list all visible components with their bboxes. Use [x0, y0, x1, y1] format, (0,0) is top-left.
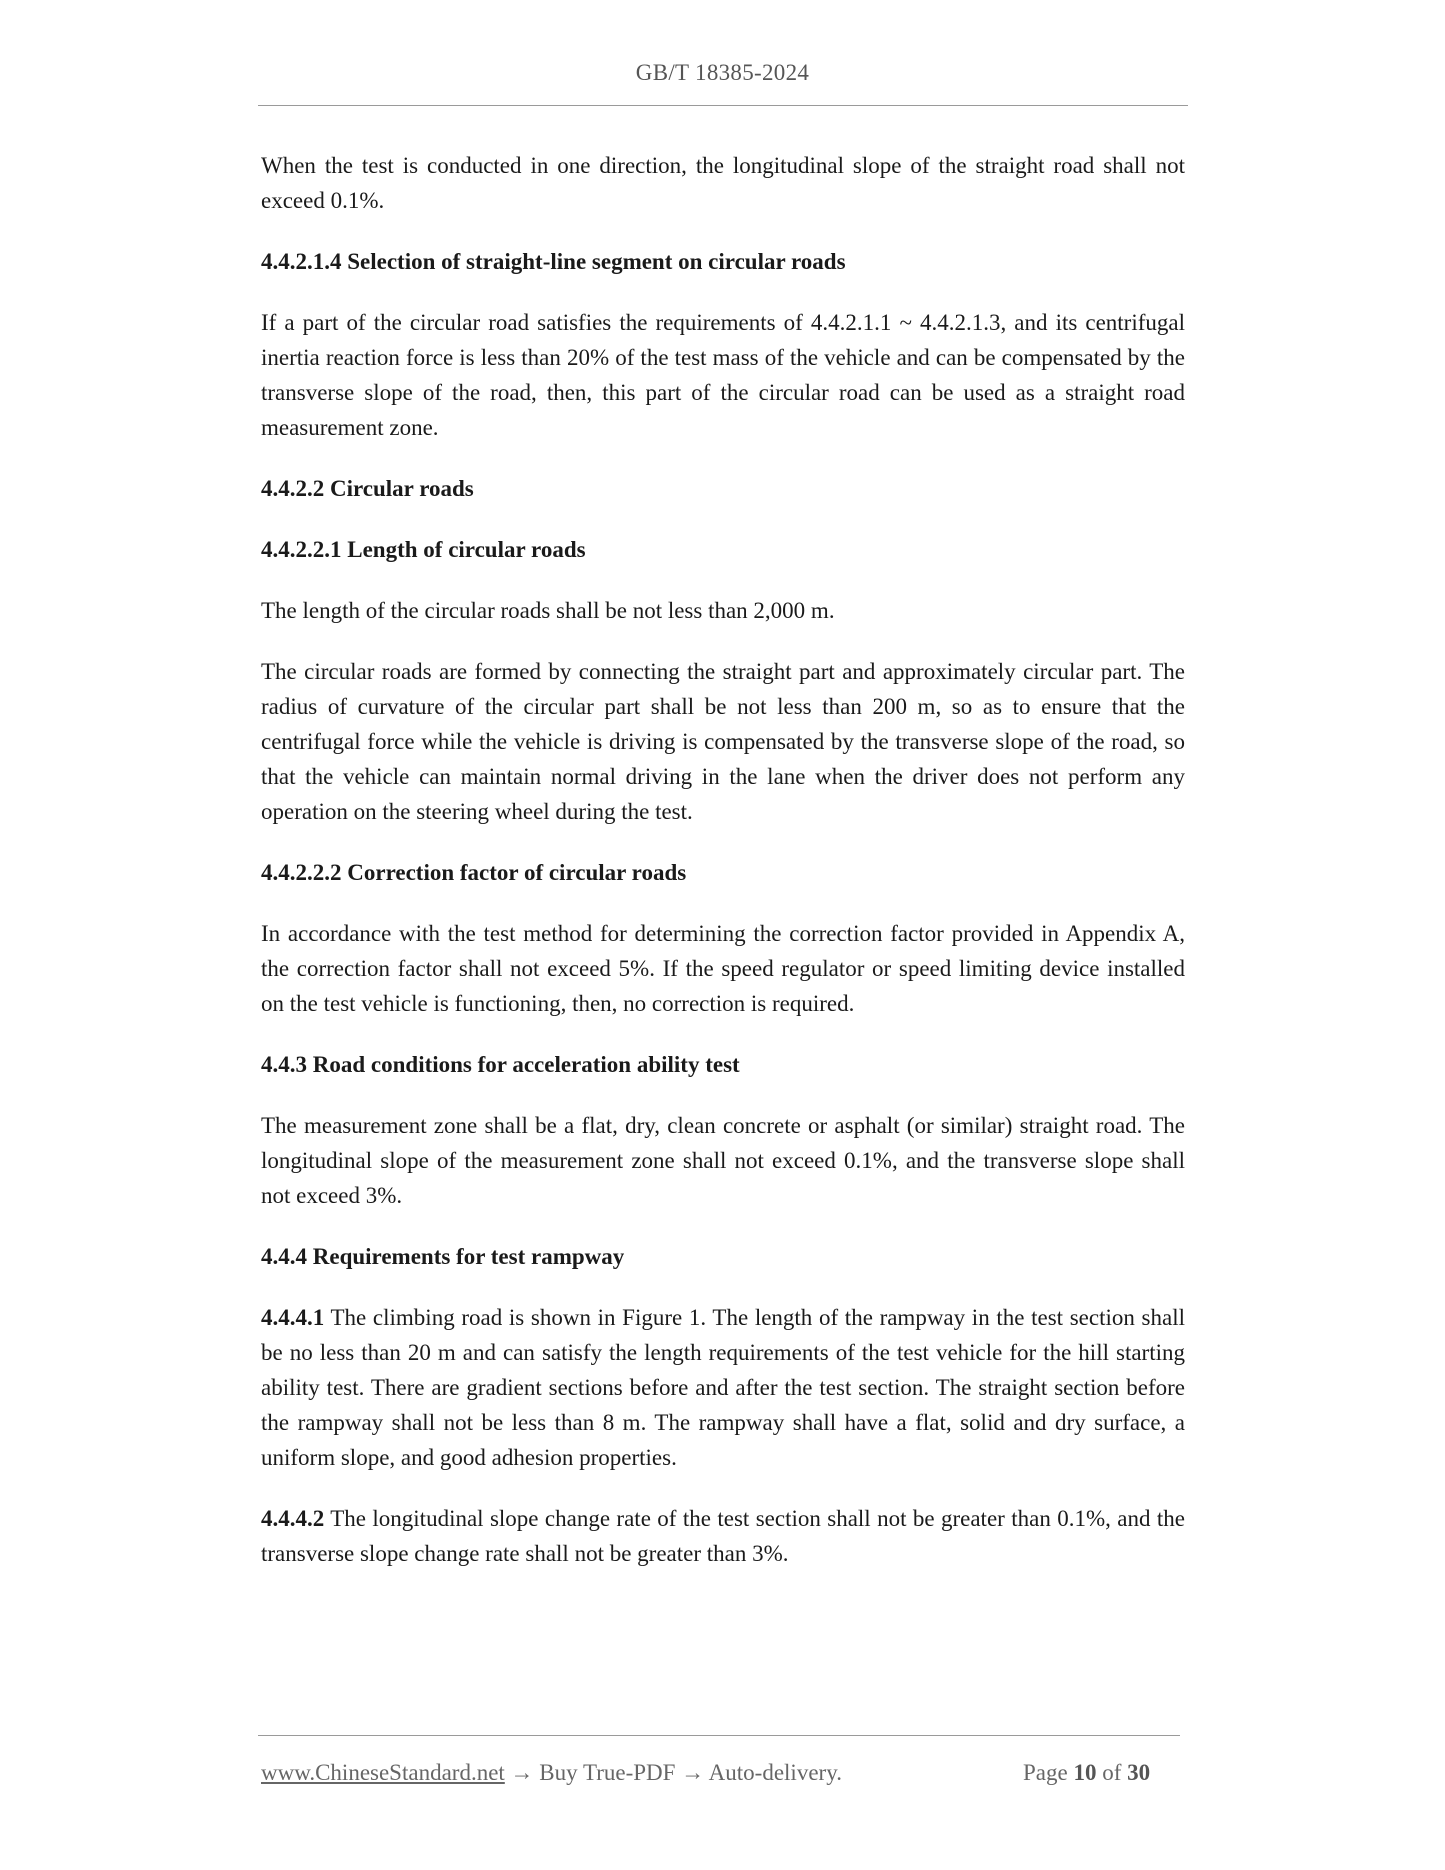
clause-number: 4.4.4.1 [261, 1305, 325, 1330]
clause-4-4-4-1 [261, 1300, 1185, 1475]
clause-4-4-4-2 [261, 1501, 1185, 1571]
website-link[interactable]: www.ChineseStandard.net [261, 1760, 505, 1785]
paragraph: The length of the circular roads shall be not less than 2,000 m. [261, 598, 835, 623]
page-label: Page [1023, 1760, 1074, 1785]
section-heading-4-4-2-2: 4.4.2.2 Circular roads [261, 476, 474, 501]
paragraph: In accordance with the test method for determining the correction factor provided in Appendix A, the correction factor shall not exceed 5%. If the speed regulator or speed limiting device installed on the test vehicle is functioning, then, no correction is required. [261, 921, 1185, 1016]
arrow-icon: → [504, 1760, 540, 1785]
arrow-icon: → [675, 1760, 709, 1785]
footer-links [261, 1757, 842, 1789]
clause-text: The climbing road is shown in Figure 1. The length of the rampway in the test section shall be no less than 20 m and can satisfy the length requirements of the test vehicle for the hill starting ability test. There are gradient sections before and after the test section. The straight section before the rampway shall not be less than 8 m. The rampway shall have a flat, solid and dry surface, a uniform slope, and good adhesion properties. [261, 1305, 1185, 1470]
section-heading-4-4-4: 4.4.4 Requirements for test rampway [261, 1244, 625, 1269]
paragraph: If a part of the circular road satisfies the requirements of 4.4.2.1.1 ~ 4.4.2.1.3, and its centrifugal inertia reaction force is less than 20% of the test mass of the vehicle and can be compensated by the transverse slope of the road, then, this part of the circular road can be used as a straight road measurement zone. [261, 310, 1185, 440]
paragraph: The circular roads are formed by connecting the straight part and approximately circular part. The radius of curvature of the circular part shall be not less than 200 m, so as to ensure that the centrifugal force while the vehicle is driving is compensated by the transverse slope of the road, so that the vehicle can maintain normal driving in the lane when the driver does not perform any operation on the steering wheel during the test. [261, 659, 1185, 824]
clause-text: The longitudinal slope change rate of the test section shall not be greater than 0.1%, and the transverse slope change rate shall not be greater than 3%. [261, 1506, 1185, 1566]
page-indicator [1023, 1757, 1150, 1789]
footer-divider [258, 1735, 1180, 1736]
paragraph: The measurement zone shall be a flat, dry, clean concrete or asphalt (or similar) straight road. The longitudinal slope of the measurement zone shall not exceed 0.1%, and the transverse slope shall not exceed 3%. [261, 1113, 1185, 1208]
section-heading-4-4-2-2-2: 4.4.2.2.2 Correction factor of circular roads [261, 860, 687, 885]
header-divider [258, 105, 1188, 106]
page-of-label: of [1096, 1760, 1128, 1785]
page-total: 30 [1127, 1760, 1151, 1785]
buy-pdf-text: Buy True-PDF [539, 1760, 676, 1785]
document-body [261, 148, 1185, 1597]
section-heading-4-4-2-1-4: 4.4.2.1.4 Selection of straight-line segment on circular roads [261, 249, 846, 274]
clause-number: 4.4.4.2 [261, 1506, 325, 1531]
paragraph: When the test is conducted in one direction, the longitudinal slope of the straight road shall not exceed 0.1%. [261, 153, 1185, 213]
page-current: 10 [1073, 1760, 1097, 1785]
auto-delivery-text: Auto-delivery. [708, 1760, 842, 1785]
section-heading-4-4-3: 4.4.3 Road conditions for acceleration ability test [261, 1052, 740, 1077]
section-heading-4-4-2-2-1: 4.4.2.2.1 Length of circular roads [261, 537, 586, 562]
page-header-title: GB/T 18385-2024 [635, 60, 810, 85]
